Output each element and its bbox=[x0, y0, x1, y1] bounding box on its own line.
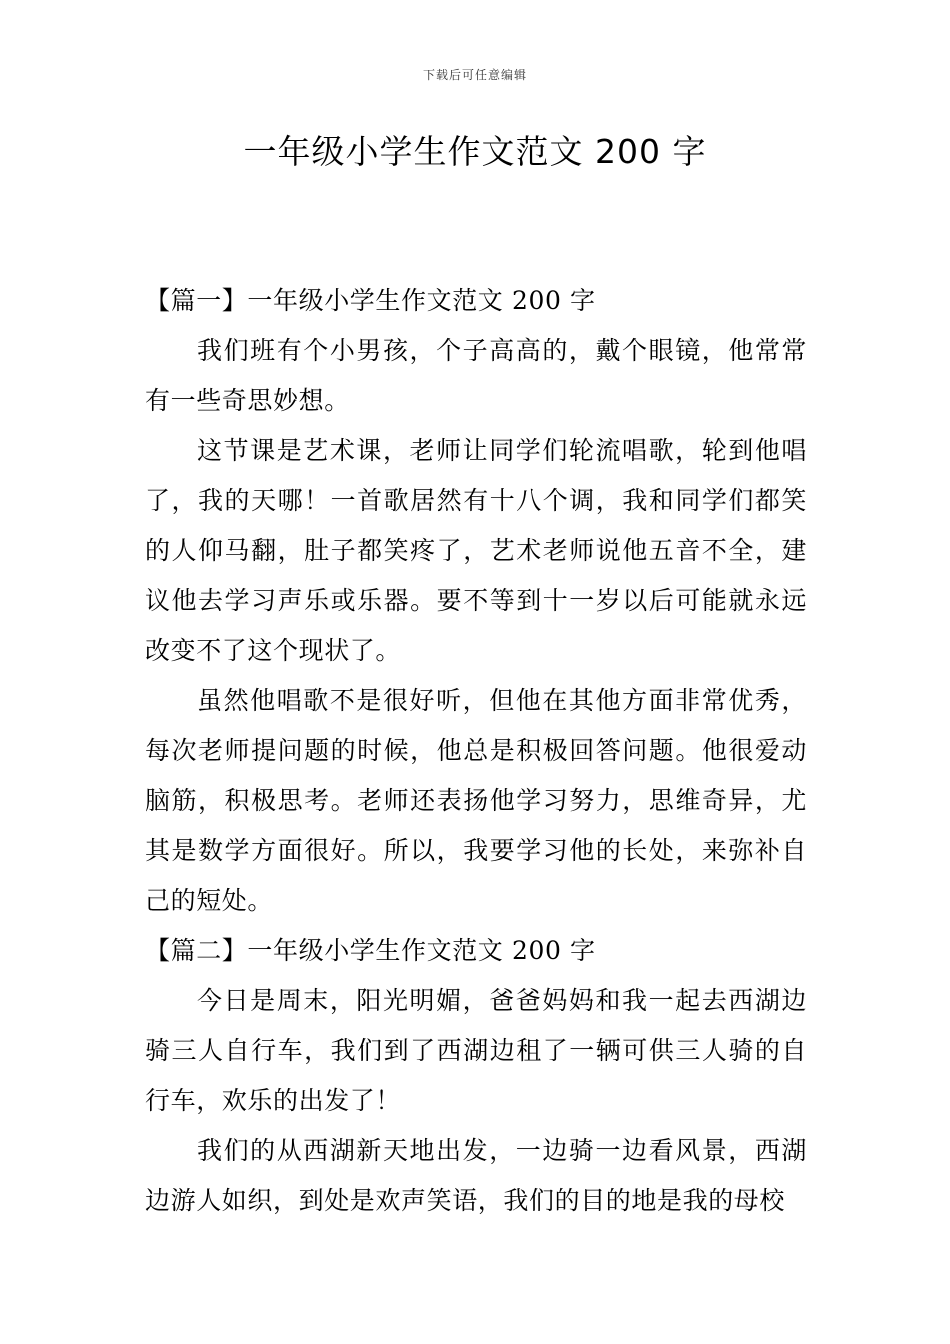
document-title: 一年级小学生作文范文 200 字 bbox=[243, 132, 707, 171]
section-heading: 【篇一】一年级小学生作文范文 200 字 bbox=[145, 286, 596, 315]
header-note: 下载后可任意编辑 bbox=[422, 68, 527, 82]
paragraph: 今日是周末，阳光明媚，爸爸妈妈和我一起去西湖边骑三人自行车，我们到了西湖边租了一辆可供三人骑的自行车，欢乐的出发了！ bbox=[145, 986, 807, 1115]
document-body bbox=[145, 276, 807, 1226]
section-2 bbox=[145, 926, 807, 1226]
paragraph: 我们班有个小男孩，个子高高的，戴个眼镜，他常常有一些奇思妙想。 bbox=[145, 336, 807, 415]
section-heading: 【篇二】一年级小学生作文范文 200 字 bbox=[145, 936, 596, 965]
section-1 bbox=[145, 276, 807, 926]
paragraph: 这节课是艺术课，老师让同学们轮流唱歌，轮到他唱了，我的天哪！一首歌居然有十八个调，我和同学们都笑的人仰马翻，肚子都笑疼了，艺术老师说他五音不全，建议他去学习声乐或乐器。要不等到十一岁以后可能就永远改变不了这个现状了。 bbox=[145, 436, 807, 665]
paragraph: 我们的从西湖新天地出发，一边骑一边看风景，西湖边游人如织，到处是欢声笑语，我们的目的地是我的母校 bbox=[145, 1136, 807, 1215]
paragraph: 虽然他唱歌不是很好听，但他在其他方面非常优秀，每次老师提问题的时候，他总是积极回答问题。他很爱动脑筋，积极思考。老师还表扬他学习努力，思维奇异，尤其是数学方面很好。所以，我要学习他的长处，来弥补自己的短处。 bbox=[145, 686, 807, 915]
